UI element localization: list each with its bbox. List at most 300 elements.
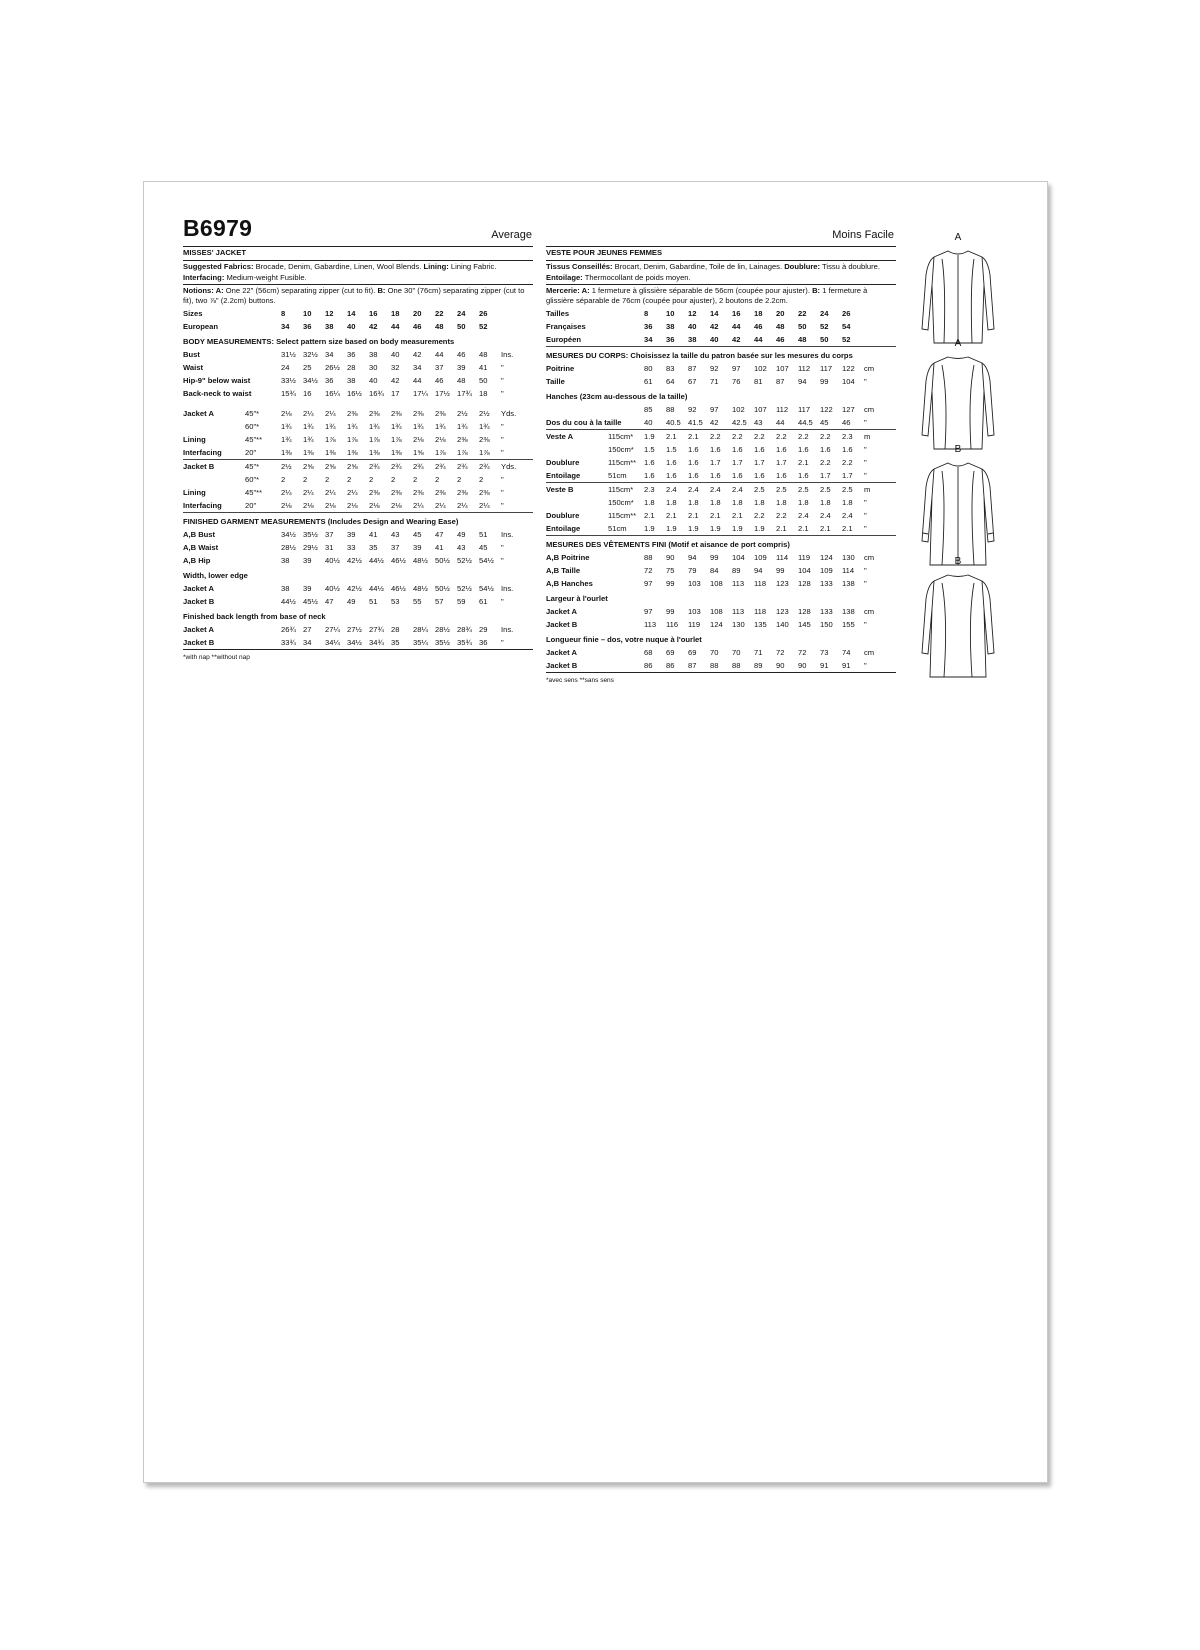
table-cell: 1.8: [688, 497, 699, 507]
table-cell: 99: [710, 552, 719, 562]
table-cell: 40½: [325, 583, 340, 593]
table-cell: 26½: [325, 362, 340, 372]
fabric-width: 115cm*: [608, 430, 644, 444]
table-cell: 130: [842, 552, 855, 562]
table-cell: 2¼: [457, 500, 468, 510]
table-cell: 1⅝: [413, 447, 424, 457]
table-cell: 117: [820, 363, 833, 373]
row-label: Doublure: [546, 510, 580, 520]
table-cell: 107: [776, 363, 789, 373]
unit-cell: ": [864, 510, 867, 520]
row-label: Jacket B: [183, 637, 215, 647]
table-cell: 41.5: [688, 417, 703, 427]
table-cell: 34¾: [369, 637, 384, 647]
fabric-width: [608, 605, 644, 618]
table-cell: 1.7: [754, 457, 765, 467]
table-cell: 128: [798, 578, 811, 588]
table-row: [183, 420, 533, 433]
table-cell: 42½: [347, 555, 362, 565]
table-cell: 50½: [435, 555, 450, 565]
table-cell: 42: [732, 334, 741, 344]
table-cell: 2.4: [798, 510, 809, 520]
unit-cell: [501, 320, 533, 333]
table-cell: 2⅛: [281, 408, 292, 418]
table-cell: 2.1: [732, 510, 743, 520]
table-row: [546, 618, 896, 631]
table-cell: 2½: [281, 460, 303, 474]
unit-cell: ": [501, 447, 504, 457]
table-cell: 2.2: [776, 430, 798, 444]
table-cell: 2: [303, 474, 308, 484]
table-cell: 2: [391, 474, 396, 484]
table-cell: 2¼: [325, 487, 336, 497]
table-cell: 41: [435, 542, 444, 552]
table-cell: 102: [732, 404, 745, 414]
table-cell: 33½: [281, 375, 296, 385]
fabric-width: [245, 374, 281, 387]
table-cell: 1.6: [688, 470, 699, 480]
row-label: A,B Waist: [183, 542, 219, 552]
unit-cell: ": [501, 487, 504, 497]
table-row: [183, 541, 533, 554]
table-cell: 1.8: [776, 497, 787, 507]
table-cell: 1.8: [842, 497, 853, 507]
table-row: [546, 551, 896, 564]
table-cell: 55: [413, 596, 422, 606]
table-cell: 1.8: [820, 497, 831, 507]
unit-cell: Ins.: [501, 349, 514, 359]
table-cell: 61: [479, 596, 488, 606]
table-row: [183, 307, 533, 320]
table-cell: 138: [842, 578, 855, 588]
table-cell: 2¾: [391, 460, 413, 474]
table-cell: 2⅝: [303, 460, 325, 474]
table-cell: 94: [688, 552, 697, 562]
table-cell: 24: [457, 308, 466, 318]
table-cell: 2.2: [820, 430, 842, 444]
table-cell: 94: [798, 376, 807, 386]
table-cell: 2⅜: [413, 487, 424, 497]
table-cell: 2¾: [369, 460, 391, 474]
table-cell: 44: [754, 334, 763, 344]
table-cell: 16¾: [369, 388, 384, 398]
fabric-width: 51cm: [608, 470, 627, 480]
row-label: Bust: [183, 349, 200, 359]
table-cell: 1¾: [325, 421, 336, 431]
table-cell: 48½: [413, 583, 428, 593]
row-label: Jacket A: [183, 408, 214, 418]
table-cell: 1⅜: [325, 447, 336, 457]
table-cell: 83: [666, 363, 675, 373]
table-cell: 38: [666, 321, 675, 331]
table-cell: 18: [391, 308, 400, 318]
table-cell: 36: [644, 321, 653, 331]
table-cell: 8: [281, 308, 286, 318]
unit-cell: Yds.: [501, 408, 517, 418]
row-label: [546, 443, 608, 456]
row-label: [183, 473, 245, 486]
row-label: Waist: [183, 362, 203, 372]
table-row: [183, 582, 533, 595]
table-cell: 2.1: [820, 523, 831, 533]
table-section-header: Hanches (23cm au-dessous de la taille): [546, 391, 688, 401]
fabric-width: 20": [245, 447, 257, 457]
table-cell: 31: [325, 542, 334, 552]
table-cell: 2: [369, 474, 374, 484]
table-cell: 1.6: [798, 444, 809, 454]
table-cell: 39: [303, 555, 312, 565]
table-cell: 25: [303, 362, 312, 372]
table-cell: 1.6: [820, 444, 831, 454]
table-cell: 40: [644, 417, 653, 427]
unit-cell: ": [501, 500, 504, 510]
table-cell: 41: [479, 362, 488, 372]
table-cell: 2.5: [776, 483, 798, 497]
table-cell: 2.3: [842, 430, 864, 444]
table-cell: 49: [457, 529, 466, 539]
table-cell: 29: [479, 624, 488, 634]
table-cell: 34: [303, 637, 312, 647]
table-cell: 91: [842, 660, 851, 670]
table-section-header: Largeur à l'ourlet: [546, 593, 608, 603]
table-cell: 42.5: [732, 417, 747, 427]
fabric-width: 115cm*: [608, 483, 644, 497]
row-label: Back-neck to waist: [183, 388, 252, 398]
table-cell: 31½: [281, 349, 296, 359]
table-cell: 24: [820, 308, 829, 318]
table-cell: 1.7: [732, 457, 743, 467]
table-cell: 15¾: [281, 388, 296, 398]
row-label: Jacket B: [183, 460, 245, 474]
table-cell: 26¾: [281, 624, 296, 634]
table-cell: 57: [435, 596, 444, 606]
table-cell: 138: [842, 606, 855, 616]
fabric-width: 51cm: [608, 523, 627, 533]
table-cell: 50: [798, 321, 807, 331]
table-cell: 28: [391, 624, 400, 634]
table-cell: 1.9: [688, 523, 699, 533]
fabric-width: 20": [245, 500, 257, 510]
table-cell: 39: [457, 362, 466, 372]
table-row: [546, 430, 896, 444]
table-row: [183, 460, 533, 474]
table-cell: 27½: [347, 624, 362, 634]
unit-cell: [864, 333, 896, 347]
fabrics-text: Suggested Fabrics: Brocade, Denim, Gabardine, Linen, Wool Blends. Lining: Lining Fabric. Interfacing: Medium-weight Fusible.: [183, 262, 497, 282]
table-cell: 34: [644, 334, 653, 344]
table-cell: 75: [666, 565, 675, 575]
view-b-back-sketch: [912, 556, 1004, 686]
table-cell: 68: [644, 647, 653, 657]
table-row: [183, 486, 533, 499]
difficulty-english: Average: [491, 229, 532, 241]
fabric-width: 45"**: [245, 434, 263, 444]
table-cell: 84: [710, 565, 719, 575]
table-cell: 145: [798, 619, 811, 629]
table-row: [183, 333, 533, 348]
table-cell: 17¼: [413, 388, 428, 398]
unit-cell: cm: [864, 404, 875, 414]
table-cell: 20: [776, 308, 785, 318]
table-cell: 2.1: [688, 430, 710, 444]
table-row: [183, 567, 533, 582]
row-label: European: [183, 321, 219, 331]
table-cell: 117: [798, 404, 811, 414]
unit-cell: ": [501, 474, 504, 484]
table-cell: 2⅛: [435, 434, 446, 444]
table-cell: 2⅜: [391, 408, 402, 418]
table-cell: 1.9: [732, 523, 743, 533]
table-row: [546, 577, 896, 590]
table-cell: 22: [798, 308, 807, 318]
table-cell: 38: [688, 334, 697, 344]
table-cell: 71: [754, 647, 763, 657]
table-cell: 89: [732, 565, 741, 575]
table-cell: 99: [666, 606, 675, 616]
table-cell: 2: [281, 474, 286, 484]
table-cell: 103: [688, 578, 701, 588]
table-cell: 1.6: [776, 470, 787, 480]
table-cell: 33: [347, 542, 356, 552]
table-row: [183, 623, 533, 636]
table-row: [183, 400, 533, 420]
jacket-b-back-drawing: [912, 569, 1004, 681]
fabric-width: [608, 362, 644, 375]
fabric-width: [245, 636, 281, 649]
table-cell: 48: [457, 375, 466, 385]
table-cell: 1.6: [754, 444, 765, 454]
table-cell: 2⅜: [457, 487, 468, 497]
table-cell: 133: [820, 606, 833, 616]
table-cell: 69: [688, 647, 697, 657]
table-cell: 10: [303, 308, 312, 318]
footnote: *with nap **without nap: [183, 654, 250, 662]
table-cell: 44: [435, 349, 444, 359]
table-cell: 113: [644, 619, 657, 629]
fabric-width: 60"*: [245, 474, 260, 484]
unit-cell: ": [864, 523, 867, 533]
table-row: [183, 595, 533, 608]
table-cell: 16½: [347, 388, 362, 398]
table-cell: 2⅛: [369, 500, 380, 510]
table-cell: 97: [732, 363, 741, 373]
row-label: Interfacing: [183, 447, 222, 457]
table-cell: 1.6: [710, 470, 721, 480]
unit-cell: ": [864, 660, 867, 670]
table-cell: 46: [457, 349, 466, 359]
unit-cell: cm: [864, 606, 875, 616]
table-cell: 27: [303, 624, 312, 634]
table-row: [183, 374, 533, 387]
table-cell: 49: [347, 596, 356, 606]
table-cell: 1.9: [644, 523, 655, 533]
table-cell: 2: [435, 474, 440, 484]
table-cell: 46: [754, 321, 763, 331]
table-cell: 69: [666, 647, 675, 657]
table-cell: 74: [842, 647, 851, 657]
table-cell: 2.1: [666, 510, 677, 520]
table-cell: 113: [732, 578, 745, 588]
table-cell: 1.8: [710, 497, 721, 507]
table-section-header: FINISHED GARMENT MEASUREMENTS (Includes Design and Wearing Ease): [183, 513, 533, 529]
table-cell: 81: [754, 376, 763, 386]
table-cell: 37: [391, 542, 400, 552]
table-cell: 2.5: [798, 483, 820, 497]
table-cell: 32½: [303, 349, 318, 359]
table-cell: 155: [842, 619, 855, 629]
table-cell: 40: [688, 321, 697, 331]
table-cell: 2⅜: [413, 408, 424, 418]
table-cell: 24: [281, 362, 290, 372]
unit-cell: ": [501, 388, 504, 398]
fabric-width: [245, 582, 281, 595]
table-cell: 1¾: [281, 434, 292, 444]
table-cell: 2.1: [710, 510, 721, 520]
table-cell: 1⅜: [369, 447, 380, 457]
table-row: [546, 333, 896, 347]
table-section-header: Finished back length from base of neck: [183, 611, 326, 621]
table-cell: 39: [413, 542, 422, 552]
unit-cell: ": [864, 417, 867, 427]
table-cell: 92: [688, 404, 697, 414]
fabric-width: [608, 333, 644, 347]
row-label: Poitrine: [546, 363, 575, 373]
table-cell: 2.1: [666, 430, 688, 444]
table-cell: 1⅜: [391, 447, 402, 457]
table-cell: 90: [666, 552, 675, 562]
table-cell: 30: [369, 362, 378, 372]
table-cell: 118: [754, 606, 767, 616]
unit-cell: ": [501, 637, 504, 647]
table-row: [546, 536, 896, 552]
row-label: Veste A: [546, 430, 608, 444]
table-cell: 2¼: [281, 487, 292, 497]
table-cell: 2¼: [325, 408, 336, 418]
unit-cell: Yds.: [501, 460, 533, 474]
fabric-width: [245, 595, 281, 608]
table-cell: 54½: [479, 555, 494, 565]
table-cell: 43: [391, 529, 400, 539]
table-cell: 39: [303, 583, 312, 593]
table-cell: 2⅛: [413, 434, 424, 444]
table-cell: 2⅜: [435, 487, 446, 497]
table-cell: 34: [413, 362, 422, 372]
table-cell: 86: [666, 660, 675, 670]
row-label: A,B Hanches: [546, 578, 593, 588]
table-cell: 1.7: [776, 457, 787, 467]
garment-heading: VESTE POUR JEUNES FEMMES: [546, 248, 663, 257]
table-cell: 40: [391, 349, 400, 359]
table-row: [546, 388, 896, 403]
table-cell: 2⅜: [457, 434, 468, 444]
table-cell: 2½: [457, 408, 468, 418]
table-cell: 17¾: [457, 388, 472, 398]
footnote: *avec sens **sans sens: [546, 677, 614, 685]
table-cell: 1⅞: [457, 447, 468, 457]
table-cell: 36: [666, 334, 675, 344]
table-cell: 8: [644, 308, 649, 318]
view-label: B: [954, 556, 962, 567]
table-row: [546, 605, 896, 618]
row-label: A,B Poitrine: [546, 552, 590, 562]
table-cell: 35¼: [413, 637, 428, 647]
table-cell: 104: [798, 565, 811, 575]
table-cell: 2.4: [666, 483, 688, 497]
difficulty-french: Moins Facile: [832, 229, 894, 241]
table-cell: 2⅝: [347, 460, 369, 474]
table-cell: 17: [391, 388, 400, 398]
view-label: B: [954, 444, 962, 455]
table-cell: 34½: [303, 375, 318, 385]
table-cell: 123: [776, 606, 789, 616]
english-column: [183, 246, 533, 663]
table-cell: 1.6: [798, 470, 809, 480]
unit-cell: Ins.: [501, 583, 514, 593]
row-label: Doublure: [546, 457, 580, 467]
table-row: [183, 554, 533, 567]
table-cell: 104: [842, 376, 855, 386]
table-cell: 41: [369, 529, 378, 539]
table-cell: 2.4: [842, 510, 853, 520]
table-cell: 28: [347, 362, 356, 372]
table-cell: 26: [479, 308, 488, 318]
row-label: Jacket A: [183, 583, 214, 593]
unit-cell: ": [501, 542, 504, 552]
table-cell: 114: [842, 565, 855, 575]
unit-cell: cm: [864, 552, 875, 562]
table-cell: 1.8: [644, 497, 655, 507]
row-label: A,B Bust: [183, 529, 216, 539]
unit-cell: m: [864, 430, 896, 444]
table-cell: 14: [347, 308, 356, 318]
table-cell: 35: [369, 542, 378, 552]
table-row: [183, 433, 533, 446]
table-cell: 2¼: [303, 408, 314, 418]
french-column: [546, 246, 896, 686]
table-row: [183, 387, 533, 400]
table-cell: 97: [644, 578, 653, 588]
unit-cell: [501, 307, 533, 320]
jacket-b-front-drawing: [912, 457, 1004, 569]
table-cell: 2¼: [303, 487, 314, 497]
jacket-a-back-drawing: [912, 351, 1004, 459]
table-cell: 72: [776, 647, 785, 657]
notions-text: Notions: A: One 22" (56cm) separating zipper (cut to fit). B: One 30" (76cm) separating zipper (cut to fit), two ⅞" (2.2cm) buttons.: [183, 285, 525, 305]
table-cell: 72: [798, 647, 807, 657]
table-cell: 2: [347, 474, 352, 484]
fabric-width: [608, 564, 644, 577]
table-cell: 97: [644, 606, 653, 616]
table-cell: 1⅜: [281, 447, 292, 457]
table-cell: 26: [842, 308, 851, 318]
table-cell: 2⅜: [479, 434, 490, 444]
table-cell: 1⅜: [303, 447, 314, 457]
table-cell: 1.6: [688, 444, 699, 454]
table-cell: 87: [688, 363, 697, 373]
table-row: [546, 646, 896, 659]
table-cell: 2⅜: [435, 408, 446, 418]
table-cell: 2.5: [820, 483, 842, 497]
table-cell: 34½: [347, 637, 362, 647]
table-cell: 52½: [457, 555, 472, 565]
jacket-a-front-drawing: [912, 245, 1004, 353]
unit-cell: cm: [864, 647, 875, 657]
table-cell: 44: [776, 417, 785, 427]
table-cell: 48: [479, 349, 488, 359]
table-section-header: BODY MEASUREMENTS: Select pattern size based on body measurements: [183, 336, 455, 346]
fabric-width: [245, 554, 281, 567]
table-cell: 1¾: [303, 421, 314, 431]
